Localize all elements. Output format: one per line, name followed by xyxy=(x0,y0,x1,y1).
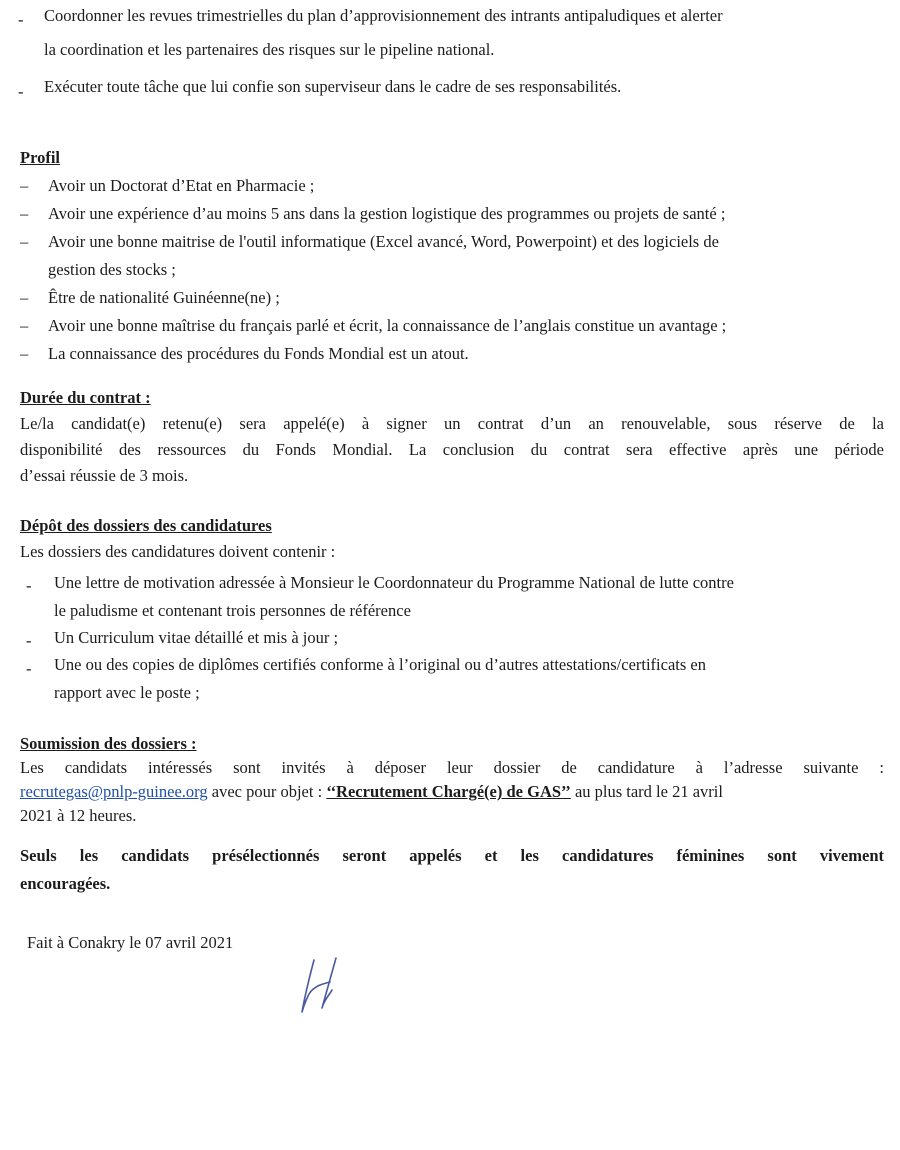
profil-heading: Profil xyxy=(20,148,61,167)
profil-item: Avoir une expérience d’au moins 5 ans dans la gestion logistique des programmes ou projets de santé ; xyxy=(48,204,726,223)
bullet-dash: – xyxy=(20,232,29,251)
soumission-line-1: Les candidats intéressés sont invités à déposer leur dossier de candidature à l’adresse suivante : xyxy=(20,758,884,777)
duree-line-3: d’essai réussie de 3 mois. xyxy=(20,466,189,485)
depot-item-3-line-1: Une ou des copies de diplômes certifiés conforme à l’original ou d’autres attestations/certificats en xyxy=(54,655,706,674)
email-link[interactable]: recrutegas@pnlp-guinee.org xyxy=(20,782,208,801)
soumission-heading: Soumission des dossiers : xyxy=(20,734,197,753)
notice-line-2: encouragées. xyxy=(20,874,111,893)
subject-text: ‘‘Recrutement Chargé(e) de GAS’’ xyxy=(326,782,571,801)
profil-item: Avoir un Doctorat d’Etat en Pharmacie ; xyxy=(48,176,315,195)
duty-item-1-line-1: Coordonner les revues trimestrielles du plan d’approvisionnement des intrants antipaludiques et alerter xyxy=(44,6,723,25)
signature-image xyxy=(292,950,352,1020)
depot-intro: Les dossiers des candidatures doivent contenir : xyxy=(20,542,336,561)
bullet-dash: - xyxy=(26,659,32,678)
bullet-dash: – xyxy=(20,316,29,335)
bullet-dash: - xyxy=(18,10,24,29)
bullet-dash: – xyxy=(20,288,29,307)
profil-item: La connaissance des procédures du Fonds Mondial est un atout. xyxy=(48,344,469,363)
bullet-dash: – xyxy=(20,176,29,195)
bullet-dash: - xyxy=(26,576,32,595)
closing-place-date: Fait à Conakry le 07 avril 2021 xyxy=(27,933,234,952)
depot-item-1-line-1: Une lettre de motivation adressée à Monsieur le Coordonnateur du Programme National de lutte contre xyxy=(54,573,734,592)
profil-item: Avoir une bonne maîtrise du français parlé et écrit, la connaissance de l’anglais constitue un avantage ; xyxy=(48,316,727,335)
bullet-dash: - xyxy=(18,82,24,101)
duty-item-2: Exécuter toute tâche que lui confie son superviseur dans le cadre de ses responsabilités. xyxy=(44,77,622,96)
profil-item: Avoir une bonne maitrise de l'outil informatique (Excel avancé, Word, Powerpoint) et des logiciels de xyxy=(48,232,719,251)
soumission-deadline-text: au plus tard le 21 avril xyxy=(570,782,723,801)
soumission-line-3: 2021 à 12 heures. xyxy=(20,806,137,825)
depot-heading: Dépôt des dossiers des candidatures xyxy=(20,516,272,535)
duree-line-1: Le/la candidat(e) retenu(e) sera appelé(e) à signer un contrat d’un an renouvelable, sous réserve de la xyxy=(20,414,884,433)
bullet-dash: – xyxy=(20,344,29,363)
profil-item-continued: gestion des stocks ; xyxy=(48,260,176,279)
soumission-object-text: avec pour objet : xyxy=(207,782,327,801)
duree-heading: Durée du contrat : xyxy=(20,388,151,407)
bullet-dash: - xyxy=(26,631,32,650)
depot-item-3-line-2: rapport avec le poste ; xyxy=(54,683,200,702)
profil-item: Être de nationalité Guinéenne(ne) ; xyxy=(48,288,280,307)
soumission-line-2 xyxy=(20,782,723,802)
duty-item-1-line-2: la coordination et les partenaires des risques sur le pipeline national. xyxy=(44,40,495,59)
bullet-dash: – xyxy=(20,204,29,223)
depot-item-2: Un Curriculum vitae détaillé et mis à jour ; xyxy=(54,628,339,647)
depot-item-1-line-2: le paludisme et contenant trois personnes de référence xyxy=(54,601,411,620)
duree-line-2: disponibilité des ressources du Fonds Mondial. La conclusion du contrat sera effective après une période xyxy=(20,440,884,459)
notice-line-1: Seuls les candidats présélectionnés seront appelés et les candidatures féminines sont vivement xyxy=(20,846,884,865)
